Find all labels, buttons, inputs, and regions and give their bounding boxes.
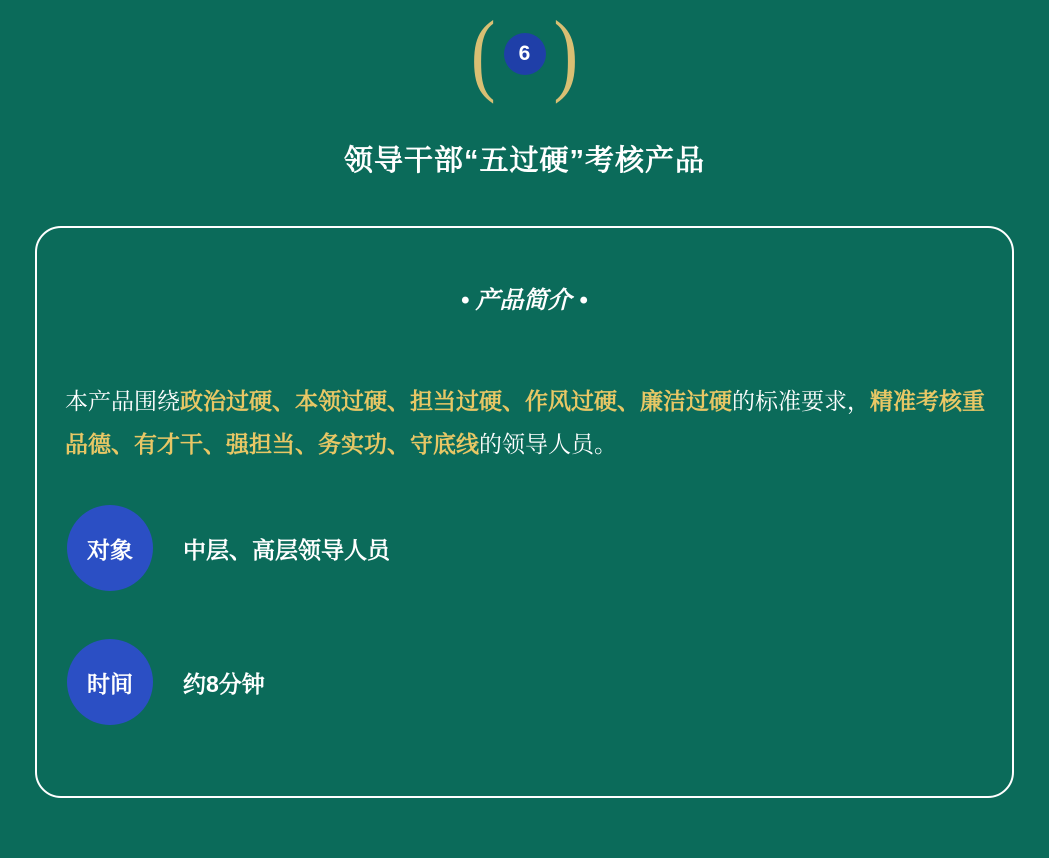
right-paren-icon: ) — [553, 2, 579, 106]
info-row-target — [67, 505, 390, 591]
info-label-badge-target: 对象 — [67, 505, 153, 591]
section-number-badge — [0, 2, 1049, 106]
section-heading — [37, 280, 1012, 315]
intro-text-1: 本产品围绕 — [65, 388, 180, 414]
section-number: 6 — [504, 33, 546, 75]
intro-highlight-2: 精准考核重品德、有才干、强担当、务实功、守底线 — [65, 388, 985, 457]
info-value-duration: 约8分钟 — [183, 670, 265, 697]
intro-text-2: 的标准要求， — [732, 388, 870, 414]
intro-paragraph — [65, 380, 990, 465]
bullet-left-icon: • — [461, 287, 470, 314]
content-card — [35, 226, 1014, 798]
bullet-right-icon: • — [579, 287, 588, 314]
section-heading-label: 产品简介 — [475, 287, 572, 314]
info-value-target: 中层、高层领导人员 — [183, 536, 390, 563]
intro-text-3: 的领导人员。 — [479, 430, 617, 457]
info-label-badge-duration: 时间 — [67, 639, 153, 725]
left-paren-icon: ( — [470, 2, 496, 106]
page-title: 领导干部“五过硬”考核产品 — [343, 145, 705, 177]
info-row-duration — [67, 639, 265, 725]
intro-highlight-1: 政治过硬、本领过硬、担当过硬、作风过硬、廉洁过硬 — [180, 388, 732, 414]
